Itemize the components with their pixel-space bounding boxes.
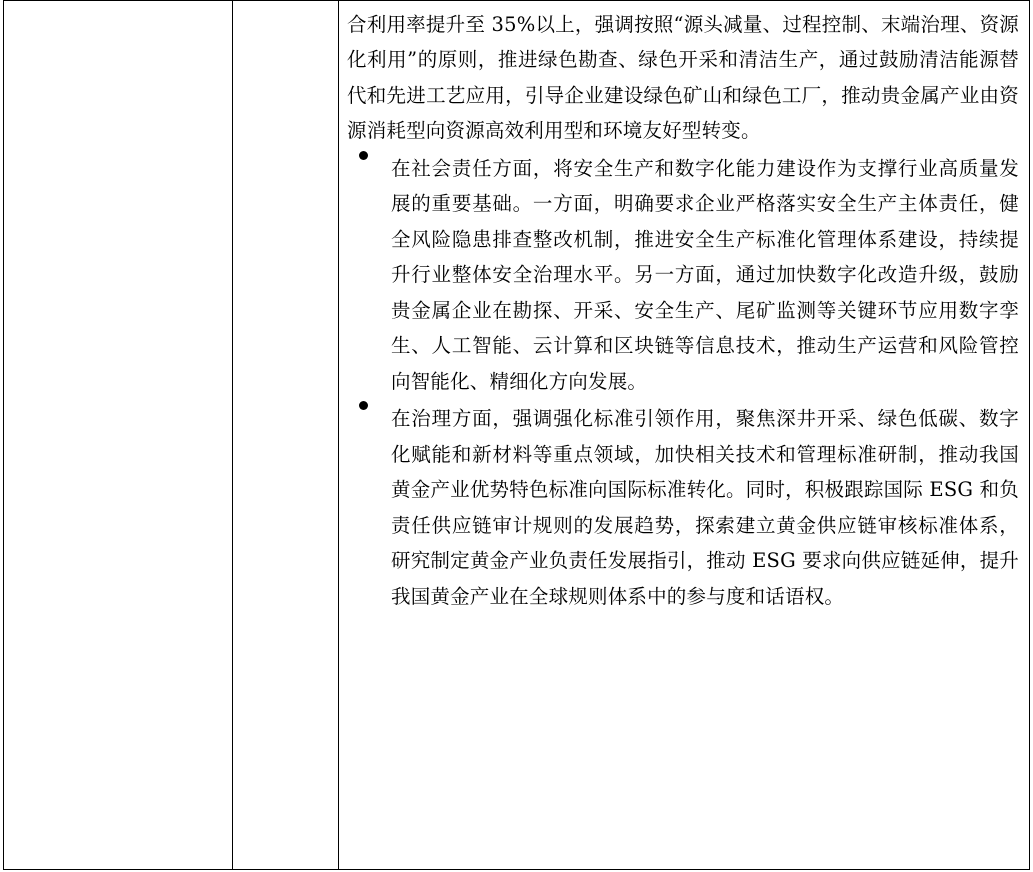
list-item-text: 在治理方面，强调强化标准引领作用，聚焦深井开采、绿色低碳、数字化赋能和新材料等重点领域，加快相关技术和管理标准研制，推动我国黄金产业优势特色标准向国际标准转化。同时，积极跟踪国际 ESG 和负责任供应链审计规则的发展趋势，探索建立黄金供应链审核标准体系，研究制定黄金产业负责任发展指引，推动 ESG 要求向供应链延伸，提升我国黄金产业在全球规则体系中的参与度和话语权。 xyxy=(391,407,1019,608)
list-item xyxy=(347,401,1019,614)
bullet-point-icon xyxy=(359,151,368,160)
bullet-point-icon xyxy=(359,401,368,410)
continuation-paragraph: 合利用率提升至 35%以上，强调按照“源头减量、过程控制、末端治理、资源化利用”的原则，推进绿色勘查、绿色开采和清洁生产，通过鼓励清洁能源替代和先进工艺应用，引导企业建设绿色矿山和绿色工厂，推动贵金属产业由资源消耗型向资源高效利用型和环境友好型转变。 xyxy=(347,13,1019,143)
table-cell-column-b-content xyxy=(233,1,338,869)
table-cell-column-b xyxy=(233,1,339,870)
table-cell-column-a xyxy=(4,1,233,870)
list-item xyxy=(347,151,1019,399)
table-row xyxy=(4,1,1030,870)
table-cell-column-a-content xyxy=(4,1,232,869)
document-table xyxy=(3,0,1030,870)
table-cell-content xyxy=(339,1,1030,870)
list-item-text: 在社会责任方面，将安全生产和数字化能力建设作为支撑行业高质量发展的重要基础。一方面，明确要求企业严格落实安全生产主体责任，健全风险隐患排查整改机制，推进安全生产标准化管理体系建设，持续提升行业整体安全治理水平。另一方面，通过加快数字化改造升级，鼓励贵金属企业在勘探、开采、安全生产、尾矿监测等关键环节应用数字孪生、人工智能、云计算和区块链等信息技术，推动生产运营和风险管控向智能化、精细化方向发展。 xyxy=(391,156,1019,393)
cell-content-wrapper xyxy=(339,1,1029,869)
